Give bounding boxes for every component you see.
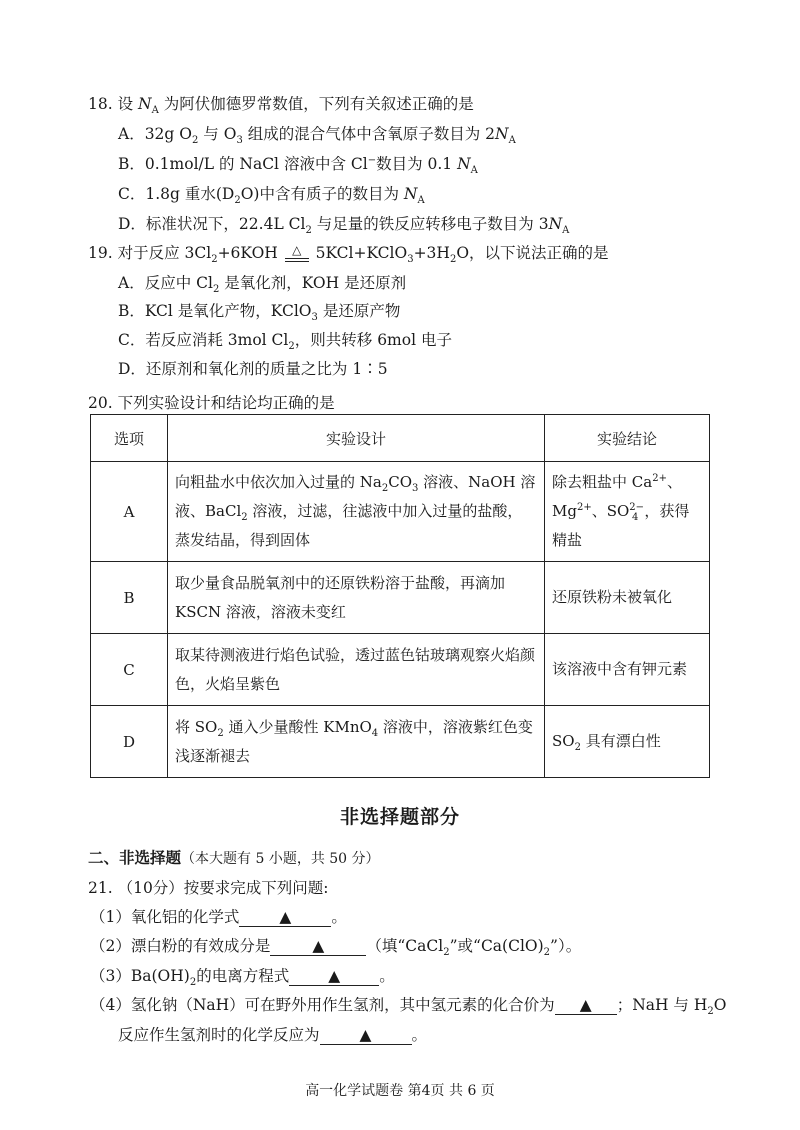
row-d-conclusion: $SO_2$ 具有漂白性 [545, 706, 710, 778]
table-header-row [91, 415, 710, 462]
answer-blank[interactable]: ▲ [320, 1026, 412, 1045]
q21-part-4: （4）氢化钠（NaH）可在野外用作生氢剂，其中氢元素的化合价为 ▲ ；NaH 与 $H_2O$ [90, 996, 727, 1018]
table-row [91, 462, 710, 562]
row-b-label: B [91, 562, 168, 634]
q18-option-c: C．1.8g 重水$(D_2O)$中含有质子的数目为 $N_A$ [118, 185, 425, 207]
part-two-heading: 二、非选择题（本大题有 5 小题，共 50 分） [88, 848, 380, 867]
q21-part-3: $(3)Ba(OH)_2$的电离方程式 ▲ 。 [90, 967, 395, 989]
row-b-design: 取少量食品脱氧剂中的还原铁粉溶于盐酸，再滴加 KSCN 溶液，溶液未变红 [168, 562, 545, 634]
row-c-design: 取某待测液进行焰色试验，透过蓝色钴玻璃观察火焰颜色，火焰呈紫色 [168, 634, 545, 706]
heating-condition-arrow: △ [283, 244, 311, 262]
row-d-label: D [91, 706, 168, 778]
row-a-label: A [91, 462, 168, 562]
q21-stem: 21. （10分）按要求完成下列问题: [88, 879, 329, 897]
answer-blank[interactable]: ▲ [555, 996, 617, 1015]
q19-option-b: B．KCl 是氧化产物，KClO$_3$ 是还原产物 [118, 302, 401, 324]
experiment-table [90, 414, 710, 778]
q18-option-b: B．0.1mol/L 的 NaCl 溶液中含 Cl−数目为 0.1 $N_A$ [118, 154, 478, 177]
header-design: 实验设计 [168, 415, 545, 462]
row-d-design: 将 $SO_2$ 通入少量酸性 KMnO$_4$ 溶液中，溶液紫红色变浅逐渐褪去 [168, 706, 545, 778]
q21-part-1: （1）氧化铝的化学式 ▲ 。 [90, 908, 347, 926]
page-footer: 高一化学试题卷 第4页 共 6 页 [305, 1083, 495, 1099]
header-conclusion: 实验结论 [545, 415, 710, 462]
answer-blank[interactable]: ▲ [289, 967, 379, 986]
q18-option-d: D．标准状况下，22.4L $Cl_2$ 与足量的铁反应转移电子数目为 $3N_A$ [118, 215, 570, 237]
q19-option-a: A．反应中 $Cl_2$ 是氧化剂，KOH 是还原剂 [118, 274, 407, 296]
row-b-conclusion: 还原铁粉未被氧化 [545, 562, 710, 634]
q19-option-c: C．若反应消耗 3mol $Cl_2$，则共转移 6mol 电子 [118, 331, 452, 353]
answer-blank[interactable]: ▲ [239, 908, 331, 927]
table-row [91, 706, 710, 778]
answer-blank[interactable]: ▲ [270, 937, 366, 956]
q21-part-2: （2）漂白粉的有效成分是 ▲ （填“CaCl$_2$”或“$Ca(ClO)_2$”）。 [90, 937, 582, 959]
row-c-conclusion: 该溶液中含有钾元素 [545, 634, 710, 706]
header-option: 选项 [91, 415, 168, 462]
row-a-conclusion: 除去粗盐中 $Ca^{2+}$、$Mg^{2+}$、$SO^{2-}_4$ ，获得精盐 [545, 462, 710, 562]
table-row [91, 562, 710, 634]
row-a-design: 向粗盐水中依次加入过量的 $Na_2CO_3$ 溶液、NaOH 溶液、BaCl$_2$ 溶液，过滤，往滤液中加入过量的盐酸，蒸发结晶，得到固体 [168, 462, 545, 562]
q18-option-a: A．32g $O_2$ 与 $O_3$ 组成的混合气体中含氧原子数目为 $2N_A$ [118, 125, 516, 147]
section-title: 非选择题部分 [339, 806, 460, 828]
q18-stem: 18. 设 $N_A$ 为阿伏伽德罗常数值，下列有关叙述正确的是 [88, 95, 474, 117]
q19-stem: 19. 对于反应 $3Cl_2+6KOH$ △ $5KCl+KClO_3+3H_2O$，以下说法正确的是 [88, 243, 609, 266]
q19-option-d: D．还原剂和氧化剂的质量之比为 1∶5 [118, 360, 388, 378]
table-row [91, 634, 710, 706]
q21-part-4-continued: 反应作生氢剂时的化学反应为 ▲ 。 [118, 1026, 428, 1044]
q20-stem: 20. 下列实验设计和结论均正确的是 [88, 394, 335, 412]
row-c-label: C [91, 634, 168, 706]
